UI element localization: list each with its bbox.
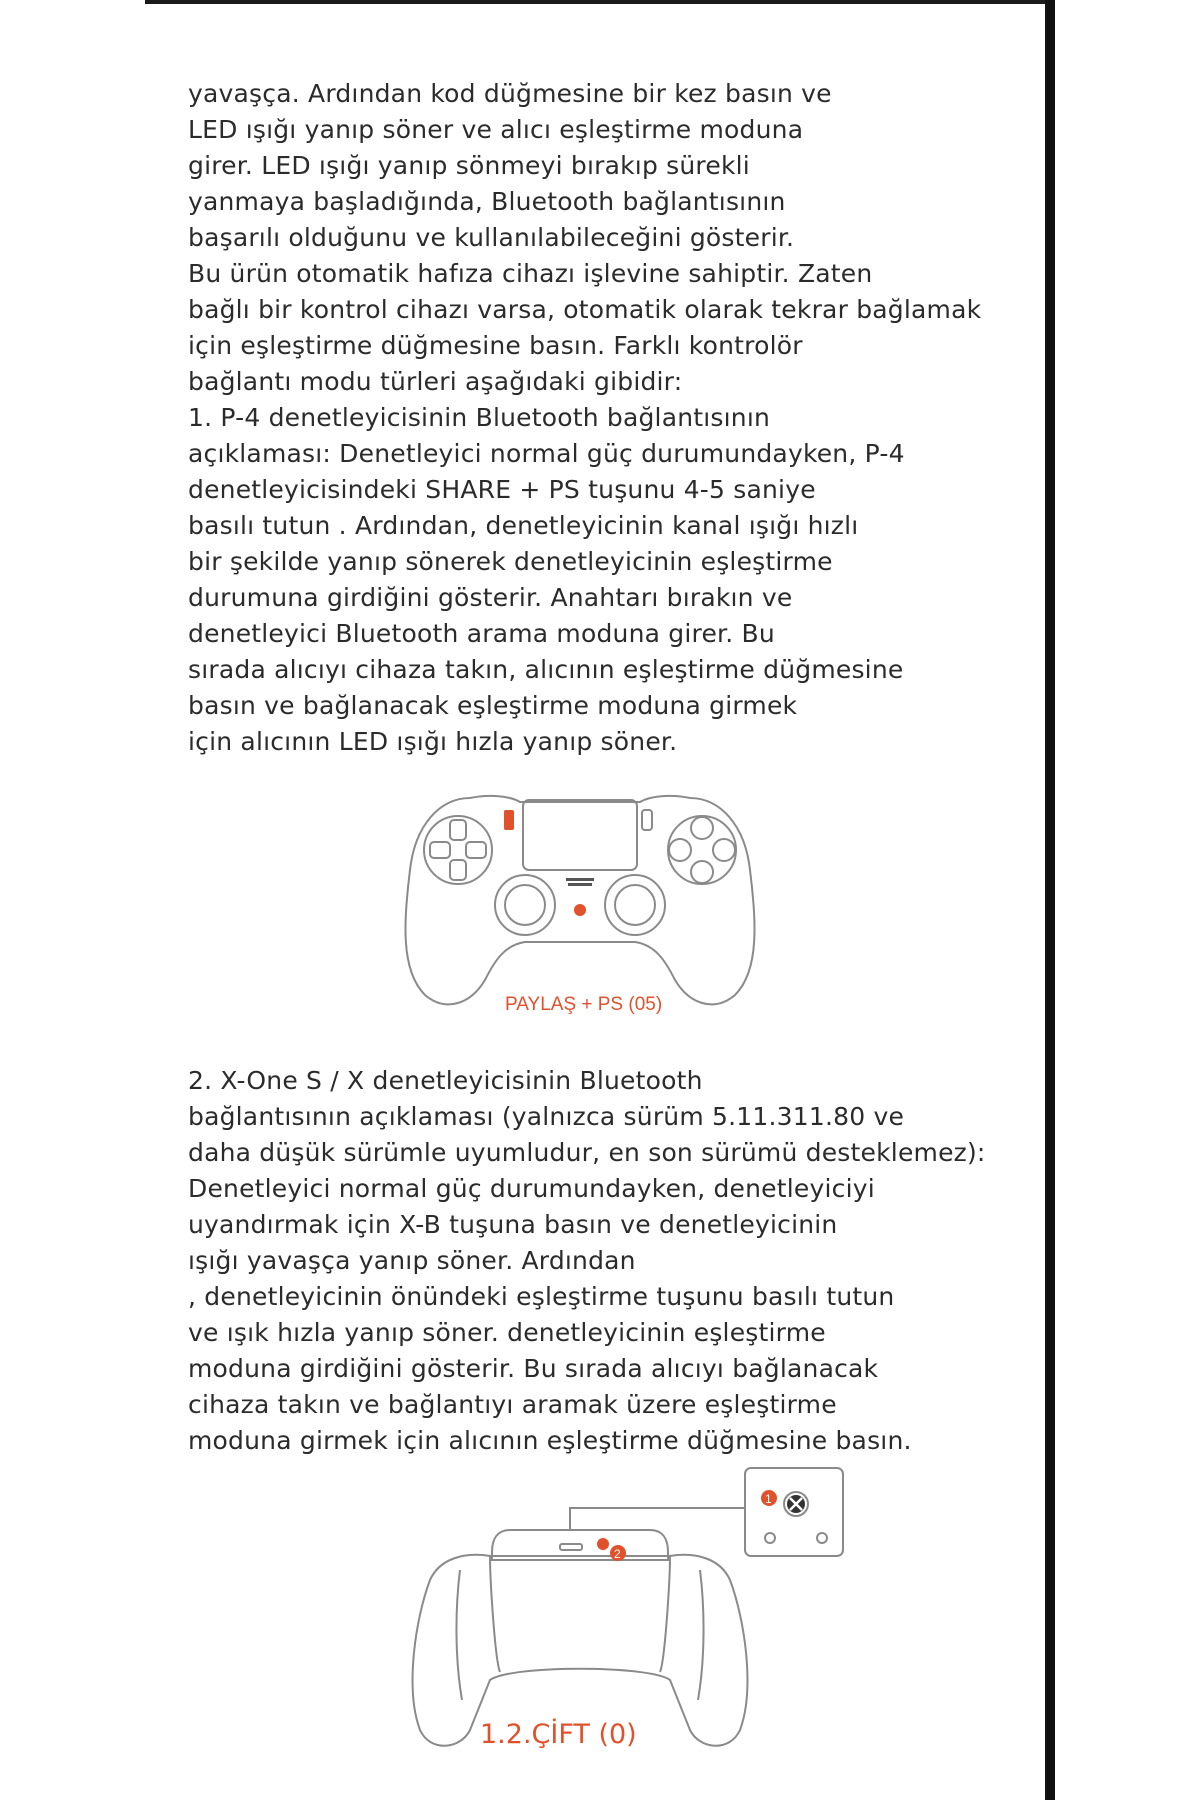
xbox-paragraph [188,1063,1008,1459]
controller-body [405,796,754,1004]
text-line: basın ve bağlanacak eşleştirme moduna girmek [188,691,798,720]
text-line: başarılı olduğunu ve kullanılabileceğini gösterir. [188,223,795,252]
xbox-logo-icon [787,1495,805,1513]
ps4-controller-illustration [400,780,760,1020]
text-line: Denetleyici normal güç durumundayken, denetleyiciyi [188,1174,875,1203]
text-line: için eşleştirme düğmesine basın. Farklı kontrolör [188,331,803,360]
right-margin [1055,0,1200,1800]
text-line: denetleyicisindeki SHARE + PS tuşunu 4-5 saniye [188,475,816,504]
dpad [424,816,492,884]
text-line: yavaşça. Ardından kod düğmesine bir kez basın ve [188,79,832,108]
xbox-caption: 1.2.ÇİFT (0) [480,1719,637,1750]
speaker-grille [566,878,594,886]
options-button [642,810,652,830]
text-line: yanmaya başladığında, Bluetooth bağlantısının [188,187,786,216]
text-line: , denetleyicinin önündeki eşleştirme tuşunu basılı tutun [188,1282,895,1311]
text-line: denetleyici Bluetooth arama moduna girer. Bu [188,619,775,648]
top-border [145,0,1050,4]
text-line: 2. X-One S / X denetleyicisinin Bluetooth [188,1066,703,1095]
text-line: için alıcının LED ışığı hızla yanıp söner. [188,727,678,756]
text-line: uyandırmak için X-B tuşuna basın ve denetleyicinin [188,1210,838,1239]
ps-button [574,904,586,916]
text-line: ve ışık hızla yanıp söner. denetleyicinin eşleştirme [188,1318,826,1347]
ps4-caption: PAYLAŞ + PS (05) [505,994,663,1015]
text-line: ışığı yavaşça yanıp söner. Ardından [188,1246,636,1275]
text-line: daha düşük sürümle uyumludur, en son sürümü desteklemez): [188,1138,986,1167]
text-line: moduna girdiğini gösterir. Bu sırada alıcıyı bağlanacak [188,1354,879,1383]
text-line: 1. P-4 denetleyicisinin Bluetooth bağlantısının [188,403,771,432]
xbox-controller-illustration [400,1460,860,1760]
text-line: durumuna girdiğini gösterir. Anahtarı bırakın ve [188,583,793,612]
text-line: bağlantı modu türleri aşağıdaki gibidir: [188,367,683,396]
pairing-button [597,1538,609,1550]
text-line: sırada alıcıyı cihaza takın, alıcının eşleştirme düğmesine [188,655,904,684]
ps4-controller-diagram [400,780,760,1020]
share-button [504,810,514,830]
text-line: bağlantısının açıklaması (yalnızca sürüm 5.11.311.80 ve [188,1102,905,1131]
text-line: Bu ürün otomatik hafıza cihazı işlevine sahiptir. Zaten [188,259,873,288]
xbox-controller-diagram [400,1460,860,1760]
face-buttons [668,816,736,884]
callout-line [570,1508,745,1530]
ps4-paragraph [188,400,1008,760]
text-line: açıklaması: Denetleyici normal güç durumundayken, P-4 [188,439,905,468]
step-2-label: 2 [614,1547,621,1561]
step-1-label: 1 [765,1492,772,1506]
touchpad [523,800,637,870]
right-border [1045,0,1055,1800]
intro-paragraph [188,76,1008,400]
text-line: bir şekilde yanıp sönerek denetleyicinin eşleştirme [188,547,833,576]
text-line: LED ışığı yanıp söner ve alıcı eşleştirme moduna [188,115,804,144]
text-line: moduna girmek için alıcının eşleştirme düğmesine basın. [188,1426,912,1455]
xbox-controller-body [413,1555,748,1746]
text-line: basılı tutun . Ardından, denetleyicinin kanal ışığı hızlı [188,511,859,540]
text-line: cihaza takın ve bağlantıyı aramak üzere eşleştirme [188,1390,837,1419]
usb-port [560,1544,582,1550]
text-line: bağlı bir kontrol cihazı varsa, otomatik olarak tekrar bağlamak [188,295,982,324]
text-line: girer. LED ışığı yanıp sönmeyi bırakıp sürekli [188,151,750,180]
